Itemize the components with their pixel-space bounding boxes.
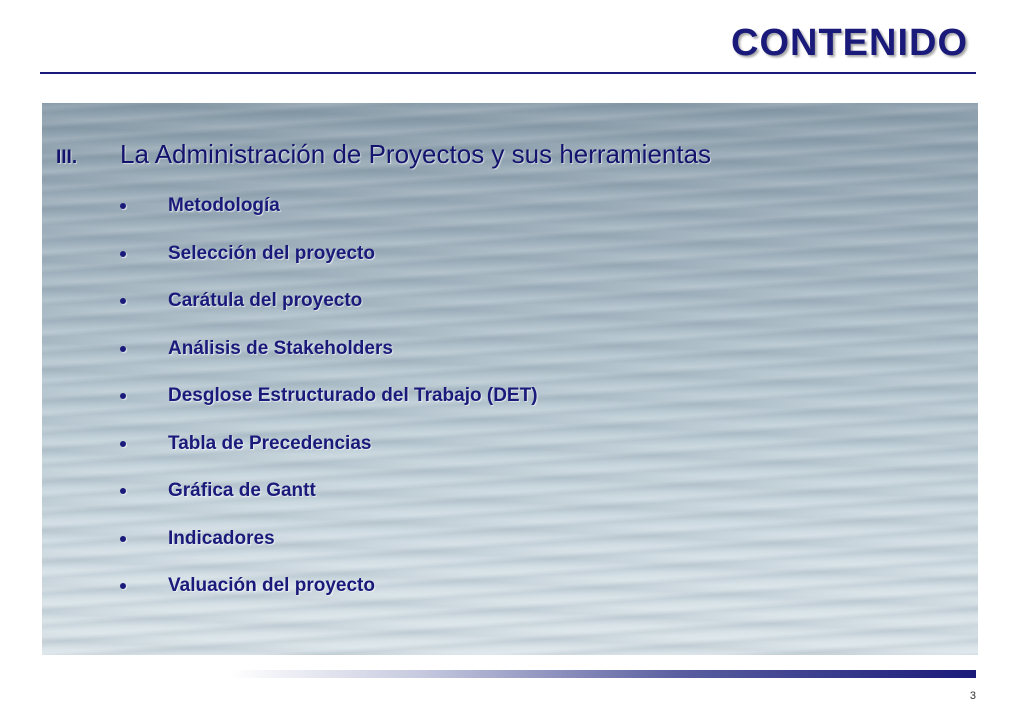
list-item-label: Valuación del proyecto: [168, 575, 375, 596]
bullet-icon: [120, 488, 126, 494]
list-item: [120, 528, 538, 576]
bullet-icon: [120, 441, 126, 447]
bullet-icon: [120, 251, 126, 257]
list-item-label: Desglose Estructurado del Trabajo (DET): [168, 385, 538, 406]
title-underline: [40, 72, 976, 74]
slide-title: CONTENIDO: [731, 22, 968, 64]
list-item: [120, 575, 538, 623]
bullet-icon: [120, 393, 126, 399]
list-item-label: Gráfica de Gantt: [168, 480, 316, 501]
topic-list: [120, 195, 538, 623]
list-item-label: Indicadores: [168, 527, 275, 549]
section-numeral: III.: [56, 147, 78, 168]
bullet-icon: [120, 346, 126, 352]
list-item: [120, 385, 538, 433]
footer-bar: [230, 670, 976, 678]
list-item: [120, 195, 538, 243]
list-item-label: Selección del proyecto: [168, 242, 375, 264]
list-item-label: Tabla de Precedencias: [168, 432, 372, 454]
list-item: [120, 290, 538, 338]
list-item-label: Carátula del proyecto: [168, 290, 363, 311]
bullet-icon: [120, 298, 126, 304]
page-number: 3: [969, 690, 976, 702]
bullet-icon: [120, 203, 126, 209]
bullet-icon: [120, 583, 126, 589]
list-item-label: Metodología: [168, 195, 280, 216]
content-panel: [42, 103, 978, 655]
list-item: [120, 480, 538, 528]
list-item: [120, 243, 538, 291]
list-item: [120, 433, 538, 481]
bullet-icon: [120, 536, 126, 542]
list-item: [120, 338, 538, 386]
list-item-label: Análisis de Stakeholders: [168, 337, 393, 359]
section-heading: [56, 139, 711, 170]
section-title: La Administración de Proyectos y sus herramientas: [120, 139, 712, 169]
